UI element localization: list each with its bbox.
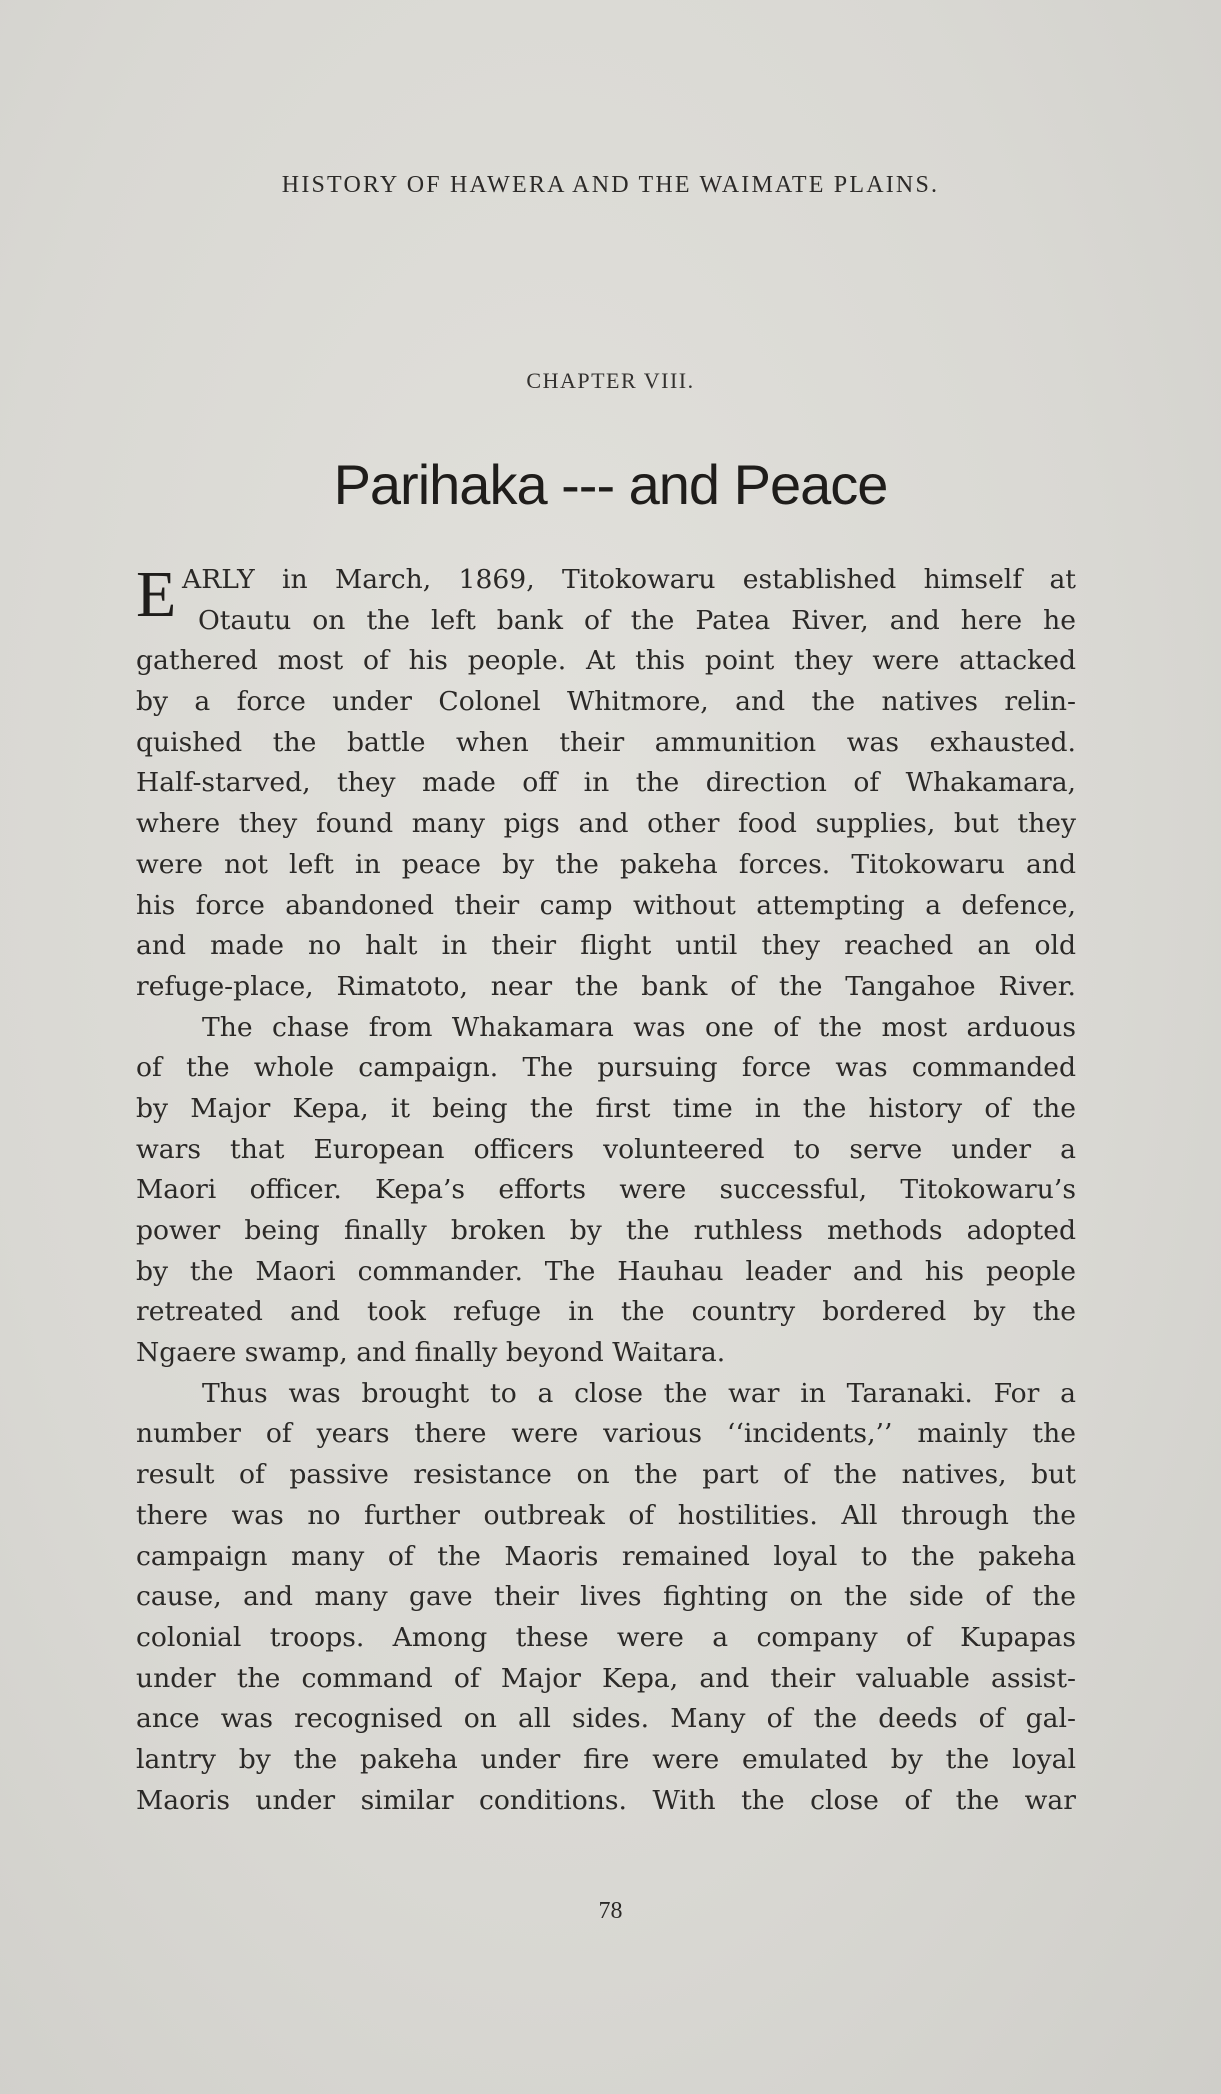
text-line: by the Maori commander. The Hauhau leader and his people <box>136 1255 1076 1287</box>
text-line: colonial troops. Among these were a company of Kupapas <box>136 1621 1076 1653</box>
body-text <box>136 560 1076 1821</box>
running-head: HISTORY OF HAWERA AND THE WAIMATE PLAINS. <box>281 172 940 198</box>
text-line: under the command of Major Kepa, and their valuable assist- <box>136 1662 1076 1694</box>
text-line: Half-starved, they made off in the direction of Whakamara, <box>136 767 1076 799</box>
text-line: wars that European officers volunteered to serve under a <box>136 1133 1076 1165</box>
text-line: campaign many of the Maoris remained loyal to the pakeha <box>136 1540 1076 1572</box>
text-line: Ngaere swamp, and finally beyond Waitara. <box>136 1337 726 1369</box>
text-line: number of years there were various ‘‘incidents,’’ mainly the <box>136 1418 1076 1450</box>
text-line: Maori officer. Kepa’s efforts were successful, Titokowaru’s <box>136 1174 1076 1206</box>
text-line: were not left in peace by the pakeha forces. Titokowaru and <box>136 848 1076 880</box>
text-line: Otautu on the left bank of the Patea River, and here he <box>198 604 1076 636</box>
text-line: retreated and took refuge in the country bordered by the <box>136 1296 1076 1328</box>
chapter-label: CHAPTER VIII. <box>526 368 695 393</box>
text-line: by a force under Colonel Whitmore, and the natives relin- <box>136 686 1076 718</box>
text-line: and made no halt in their flight until they reached an old <box>136 930 1076 962</box>
text-line: ARLY in March, 1869, Titokowaru established himself at <box>182 564 1076 595</box>
text-line: gathered most of his people. At this point they were attacked <box>136 645 1076 677</box>
text-line: where they found many pigs and other food supplies, but they <box>136 808 1076 840</box>
text-line: there was no further outbreak of hostilities. All through the <box>136 1499 1076 1531</box>
text-line: Thus was brought to a close the war in Taranaki. For a <box>202 1377 1076 1409</box>
text-line: his force abandoned their camp without attempting a defence, <box>136 889 1076 921</box>
text-line: quished the battle when their ammunition was exhausted. <box>136 726 1076 758</box>
chapter-title: Parihaka --- and Peace <box>333 453 888 516</box>
page-number: 78 <box>598 1898 623 1924</box>
drop-cap: E <box>136 558 177 631</box>
text-line: result of passive resistance on the part of the natives, but <box>136 1459 1076 1491</box>
text-line: ance was recognised on all sides. Many of the deeds of gal- <box>136 1703 1076 1735</box>
text-line: The chase from Whakamara was one of the most arduous <box>202 1011 1076 1043</box>
text-line: by Major Kepa, it being the first time in the history of the <box>136 1092 1076 1124</box>
text-line: refuge-place, Rimatoto, near the bank of the Tangahoe River. <box>136 970 1076 1002</box>
text-line: power being finally broken by the ruthless methods adopted <box>136 1215 1076 1246</box>
text-line: of the whole campaign. The pursuing force was commanded <box>136 1052 1076 1084</box>
text-line: lantry by the pakeha under fire were emulated by the loyal <box>136 1743 1076 1775</box>
text-line: cause, and many gave their lives fighting on the side of the <box>136 1581 1076 1613</box>
text-line: Maoris under similar conditions. With the close of the war <box>136 1784 1076 1816</box>
